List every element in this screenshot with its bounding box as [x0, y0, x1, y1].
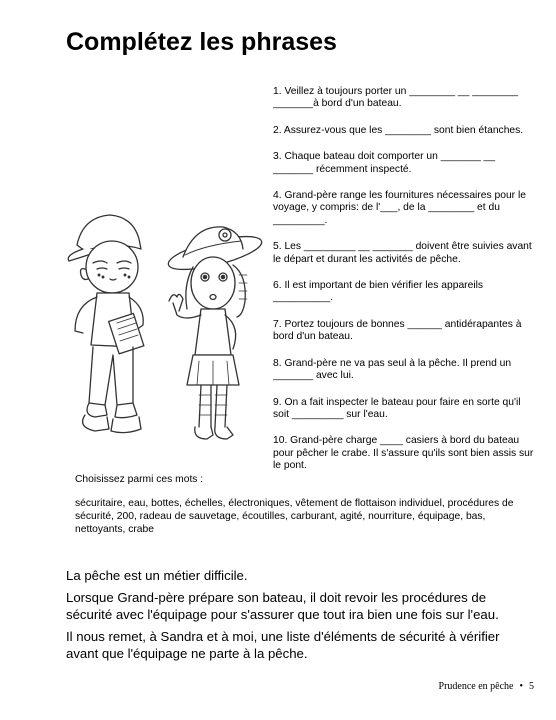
story-paragraph-1: La pêche est un métier difficile.	[66, 568, 248, 583]
children-illustration	[55, 205, 270, 470]
story-paragraph-3: Il nous remet, à Sandra et à moi, une liste d'éléments de sécurité à vérifier avant que l'équipage ne parte à la pêche.	[66, 629, 500, 661]
story-text	[66, 567, 516, 667]
story-paragraph-2: Lorsque Grand-père prépare son bateau, il doit revoir les procédures de sécurité avec l'équipage pour s'assurer que tout ira bien une fois sur l'eau.	[66, 590, 499, 622]
question-1: 1. Veillez à toujours porter un ________ __ ________ _______à bord d'un bateau.	[273, 86, 519, 110]
question-10: 10. Grand-père charge ____ casiers à bord du bateau pour pêcher le crabe. Il s'assure qu'ils sont bien assis sur le pont.	[273, 435, 534, 472]
girl-figure	[166, 227, 265, 439]
page-footer	[439, 681, 534, 692]
word-bank-list: sécuritaire, eau, bottes, échelles, électroniques, vêtement de flottaison individuel, procédures de sécurité, 200, radeau de sauvetage, écoutilles, carburant, agité, nourriture, équipage, bas, nettoyants, crabe	[75, 498, 514, 536]
boy-figure	[68, 215, 144, 433]
footer-title: Prudence en pêche	[438, 681, 514, 692]
question-6: 6. Il est important de bien vérifier les appareils __________.	[273, 280, 484, 304]
question-8: 8. Grand-père ne va pas seul à la pêche. Il prend un _______ avec lui.	[273, 357, 512, 382]
question-5: 5. Les _________ __ _______ doivent être suivies avant le départ et durant les activités de pêche.	[273, 241, 532, 265]
question-2: 2. Assurez-vous que les ________ sont bien étanches.	[273, 124, 524, 136]
word-bank-title: Choisissez parmi ces mots :	[75, 474, 204, 485]
question-3: 3. Chaque bateau doit comporter un _______ __ _______ récemment inspecté.	[273, 151, 496, 175]
page-title: Complétez les phrases	[66, 28, 337, 56]
question-9: 9. On a fait inspecter le bateau pour faire en sorte qu'il soit _________ sur l'eau.	[273, 396, 521, 420]
question-4: 4. Grand-père range les fournitures nécessaires pour le voyage, y compris: de l'___, de la ________ et du _________.	[273, 190, 526, 226]
question-7: 7. Portez toujours de bonnes ______ antidérapantes à bord d'un bateau.	[273, 318, 522, 343]
page-number: 5	[529, 681, 534, 692]
question-list	[273, 86, 535, 487]
footer-bullet: •	[519, 681, 523, 692]
